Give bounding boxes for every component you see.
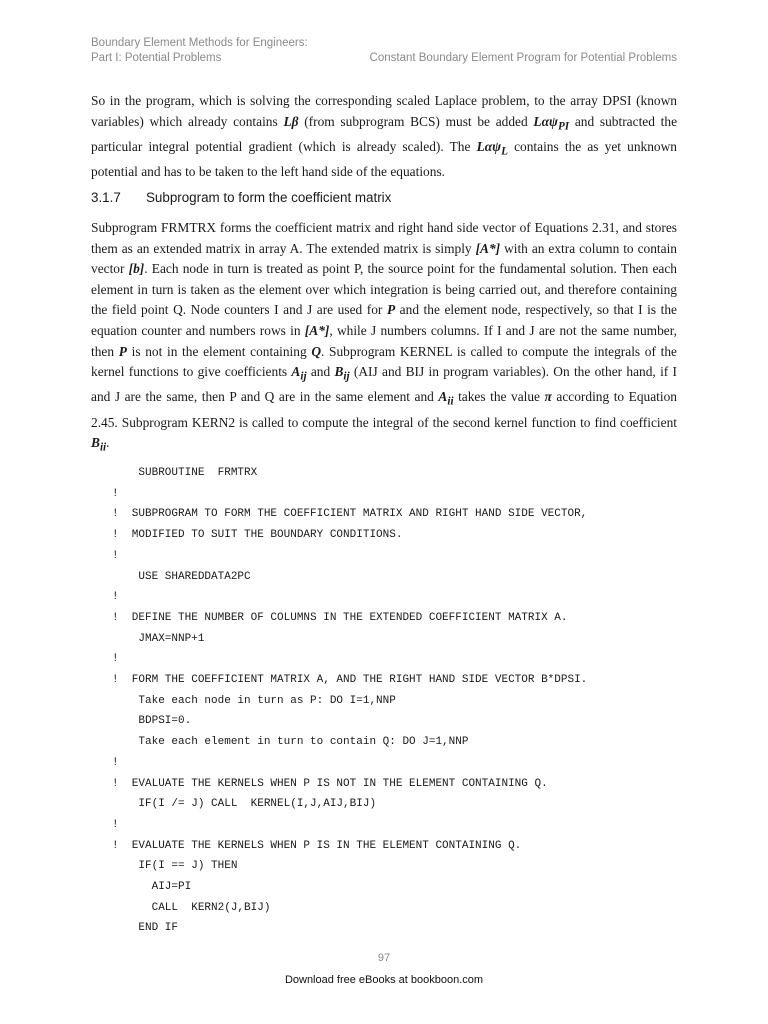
paragraph-2 [91, 218, 677, 459]
paragraph-1-text: So in the program, which is solving the corresponding scaled Laplace problem, to the array DPSI (known variables) which already contains Lβ (from subprogram BCS) must be added Lαψ$_{PI}$ and subtracted the particular integral potential gradient (which is already scaled). The Lαψ$_L$ contains the as yet unknown potential and has to be taken to the left hand side of the equations. [91, 93, 678, 180]
code-line: SUBROUTINE FRMTRX [112, 467, 258, 479]
section-number: 3.1.7 [91, 190, 121, 205]
code-line: ! [112, 653, 119, 666]
header-row [91, 51, 677, 66]
code-line: ! EVALUATE THE KERNELS WHEN P IS NOT IN THE ELEMENT CONTAINING Q. [112, 777, 548, 790]
paragraph-1 [91, 91, 677, 183]
code-line: ! [112, 591, 119, 604]
header-part: Part I: Potential Problems [91, 52, 222, 64]
footer-link[interactable]: Download free eBooks at bookboon.com [284, 974, 484, 986]
header-chapter: Constant Boundary Element Program for Potential Problems [369, 52, 677, 64]
code-line: CALL KERN2(J,BIJ) [112, 901, 271, 914]
section-heading [91, 190, 391, 205]
code-line: ! FORM THE COEFFICIENT MATRIX A, AND THE RIGHT HAND SIDE VECTOR B*DPSI. [112, 674, 588, 687]
code-line: Take each node in turn as P: DO I=1,NNP [112, 694, 396, 707]
code-line: ! [112, 756, 119, 769]
code-line: AIJ=PI [112, 881, 192, 894]
code-line: ! [112, 487, 119, 500]
code-line: Take each element in turn to contain Q: DO J=1,NNP [112, 736, 469, 749]
code-line: ! MODIFIED TO SUIT THE BOUNDARY CONDITIONS. [112, 529, 403, 542]
code-line: ! [112, 818, 119, 831]
code-line: USE SHAREDDATA2PC [112, 570, 251, 583]
running-header [91, 36, 677, 66]
header-book-title: Boundary Element Methods for Engineers: [91, 37, 308, 49]
page-number: 97 [377, 952, 391, 964]
code-line: ! SUBPROGRAM TO FORM THE COEFFICIENT MATRIX AND RIGHT HAND SIDE VECTOR, [112, 508, 588, 521]
code-line: END IF [112, 922, 179, 935]
code-line: ! EVALUATE THE KERNELS WHEN P IS IN THE ELEMENT CONTAINING Q. [112, 839, 522, 852]
code-line: BDPSI=0. [112, 715, 192, 728]
code-listing [112, 463, 587, 939]
code-line: ! [112, 549, 119, 562]
section-title: Subprogram to form the coefficient matrix [146, 190, 392, 205]
code-line: JMAX=NNP+1 [112, 632, 205, 645]
paragraph-2-text: Subprogram FRMTRX forms the coefficient matrix and right hand side vector of Equations 2.31, and stores them as an extended matrix in array A. The extended matrix is simply [A*] with an extra column to contain vector [b]. Each node in turn is treated as point P, the source point for the fundamental solution. Then each element in turn is taken as the element over which integration is being carried out, and therefore containing the field point Q. Node counters I and J are used for P and the element node, respectively, so that I is the equation counter and numbers rows in [A*], while J numbers columns. If I and J are not the same number, then P is not in the element containing Q. Subprogram KERNEL is called to compute the integrals of the kernel functions to give coefficients $A_{ij}$ and $B_{ij}$ (AIJ and BIJ in program variables). On the other hand, if I and J are the same, then P and Q are in the same element and $A_{ii}$ takes the value π according to Equation 2.45. Subprogram KERN2 is called to compute the integral of the second kernel function to find coefficient $B_{ii}$. [91, 220, 677, 454]
code-line: IF(I /= J) CALL KERNEL(I,J,AIJ,BIJ) [112, 798, 377, 811]
code-line: IF(I == J) THEN [112, 860, 238, 873]
code-line: ! DEFINE THE NUMBER OF COLUMNS IN THE EXTENDED COEFFICIENT MATRIX A. [112, 611, 568, 624]
